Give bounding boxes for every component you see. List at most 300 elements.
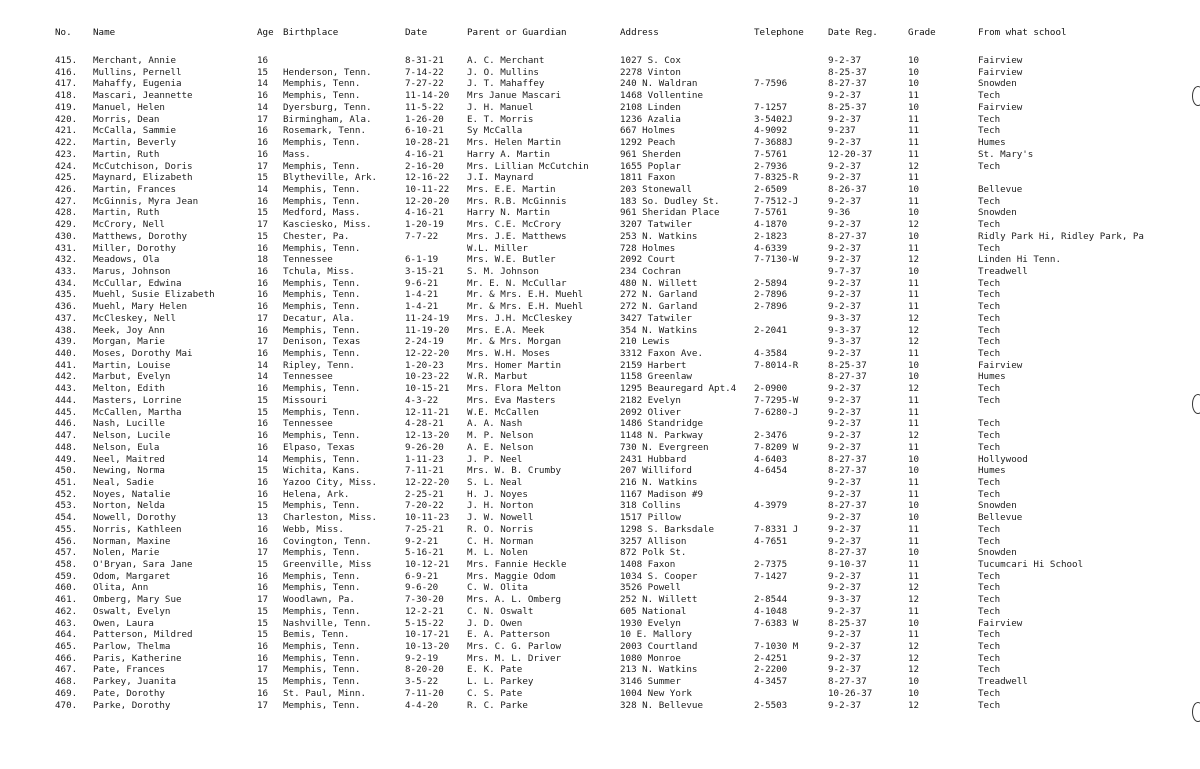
row-number: 457.: [55, 547, 78, 559]
parent-guardian: C. N. Oswalt: [467, 605, 534, 617]
birth-date: 1-4-21: [405, 289, 439, 301]
birth-date: 10-11-23: [405, 512, 450, 524]
telephone: 7-6280-J: [754, 406, 799, 418]
telephone: 7-8209 W: [754, 441, 799, 453]
parent-guardian: M. L. Nolen: [467, 547, 528, 559]
table-row: [0, 90, 1200, 102]
row-number: 420.: [55, 113, 78, 125]
student-name: Mahaffy, Eugenia: [93, 78, 182, 90]
header-age: Age: [257, 27, 274, 38]
age: 17: [257, 547, 269, 559]
age: 16: [257, 418, 269, 430]
date-registered: 9-2-37: [828, 289, 862, 301]
address: 272 N. Garland: [620, 289, 698, 301]
table-row: [0, 500, 1200, 512]
date-registered: 9-2-37: [828, 277, 862, 289]
birthplace: Memphis, Tenn.: [283, 242, 361, 254]
parent-guardian: E. K. Pate: [467, 664, 523, 676]
grade: 10: [908, 676, 920, 688]
address: 213 N. Watkins: [620, 664, 698, 676]
birthplace: Memphis, Tenn.: [283, 500, 361, 512]
birth-date: 12-11-21: [405, 406, 450, 418]
row-number: 451.: [55, 476, 78, 488]
parent-guardian: Mr. & Mrs. Morgan: [467, 336, 562, 348]
row-number: 458.: [55, 559, 78, 570]
grade: 11: [908, 559, 920, 570]
birth-date: 7-20-22: [405, 500, 444, 512]
row-number: 469.: [55, 687, 78, 699]
birth-date: 7-30-20: [405, 594, 444, 606]
student-name: Masters, Lorrine: [93, 394, 182, 406]
parent-guardian: H. J. Noyes: [467, 488, 528, 500]
student-name: Meek, Joy Ann: [93, 324, 165, 336]
grade: 11: [908, 605, 920, 617]
age: 15: [257, 207, 269, 219]
age: 16: [257, 641, 269, 652]
parent-guardian: A. E. Nelson: [467, 441, 534, 453]
parent-guardian: E. A. Patterson: [467, 629, 550, 641]
birthplace: Chester, Pa.: [283, 230, 350, 242]
parent-guardian: J. T. Mahaffey: [467, 78, 545, 90]
address: 2092 Oliver: [620, 406, 681, 418]
birth-date: 6-1-19: [405, 254, 439, 266]
grade: 12: [908, 383, 920, 395]
birth-date: 5-16-21: [405, 547, 444, 559]
birthplace: Memphis, Tenn.: [283, 652, 361, 664]
previous-school: Linden Hi Tenn.: [978, 254, 1061, 266]
birthplace: Webb, Miss.: [283, 523, 344, 535]
student-name: Merchant, Annie: [93, 55, 176, 66]
row-number: 440.: [55, 348, 78, 359]
grade: 10: [908, 183, 920, 195]
address: 605 National: [620, 605, 687, 617]
previous-school: Treadwell: [978, 266, 1028, 277]
table-row: [0, 325, 1200, 337]
row-number: 460.: [55, 582, 78, 594]
student-name: Pate, Frances: [93, 664, 165, 676]
address: 318 Collins: [620, 500, 681, 512]
birth-date: 9-6-20: [405, 582, 439, 594]
row-number: 465.: [55, 641, 78, 652]
telephone: 7-8325-R: [754, 172, 799, 184]
header-date-reg: Date Reg.: [828, 27, 878, 38]
age: 15: [257, 66, 269, 78]
row-number: 449.: [55, 453, 78, 465]
birthplace: Memphis, Tenn.: [283, 277, 361, 289]
birthplace: Dyersburg, Tenn.: [283, 101, 372, 113]
parent-guardian: Harry A. Martin: [467, 148, 550, 160]
birthplace: Memphis, Tenn.: [283, 160, 361, 172]
grade: 12: [908, 160, 920, 172]
birth-date: 12-20-20: [405, 195, 450, 207]
age: 17: [257, 699, 269, 711]
parent-guardian: L. L. Parkey: [467, 676, 534, 688]
telephone: 4-6454: [754, 465, 788, 477]
student-name: Parkey, Juanita: [93, 676, 176, 688]
previous-school: Fairview: [978, 55, 1023, 66]
student-name: Nash, Lucille: [93, 418, 165, 430]
age: 16: [257, 652, 269, 664]
birthplace: Memphis, Tenn.: [283, 605, 361, 617]
previous-school: Tech: [978, 441, 1001, 453]
date-registered: 8-27-37: [828, 453, 867, 465]
telephone: 4-3584: [754, 348, 788, 359]
table-row: [0, 371, 1200, 383]
telephone: 4-3457: [754, 676, 788, 688]
table-row: [0, 207, 1200, 219]
previous-school: Tech: [978, 652, 1001, 664]
age: 17: [257, 219, 269, 231]
previous-school: Tech: [978, 90, 1001, 102]
parent-guardian: Mrs. E.E. Martin: [467, 183, 556, 195]
previous-school: Tech: [978, 476, 1001, 488]
row-number: 464.: [55, 629, 78, 641]
previous-school: Fairview: [978, 359, 1023, 371]
grade: 12: [908, 336, 920, 348]
telephone: 7-7130-W: [754, 254, 799, 266]
date-registered: 9-2-37: [828, 535, 862, 547]
age: 16: [257, 582, 269, 594]
telephone: 2-4251: [754, 652, 788, 664]
birthplace: Tennessee: [283, 254, 333, 266]
table-row: [0, 125, 1200, 137]
telephone: 4-1048: [754, 605, 788, 617]
grade: 11: [908, 476, 920, 488]
previous-school: Fairview: [978, 617, 1023, 629]
parent-guardian: S. M. Johnson: [467, 266, 539, 277]
birthplace: Memphis, Tenn.: [283, 90, 361, 102]
date-registered: 9-3-37: [828, 594, 862, 606]
student-name: Neal, Sadie: [93, 476, 154, 488]
row-number: 435.: [55, 289, 78, 301]
parent-guardian: J. H. Manuel: [467, 101, 534, 113]
address: 3207 Tatwiler: [620, 219, 692, 231]
previous-school: Tucumcari Hi School: [978, 559, 1084, 570]
address: 1004 New York: [620, 687, 692, 699]
birth-date: 7-7-22: [405, 230, 439, 242]
student-name: Parlow, Thelma: [93, 641, 171, 652]
age: 18: [257, 254, 269, 266]
age: 17: [257, 594, 269, 606]
parent-guardian: A. A. Nash: [467, 418, 523, 430]
address: 1468 Vollentine: [620, 90, 703, 102]
address: 961 Sheridan Place: [620, 207, 720, 219]
birthplace: Missouri: [283, 394, 328, 406]
grade: 12: [908, 582, 920, 594]
previous-school: Tech: [978, 242, 1001, 254]
table-row: [0, 536, 1200, 548]
birthplace: Decatur, Ala.: [283, 312, 355, 324]
student-name: Nolen, Marie: [93, 547, 160, 559]
student-name: Marus, Johnson: [93, 266, 171, 277]
grade: 10: [908, 453, 920, 465]
row-number: 430.: [55, 230, 78, 242]
row-number: 425.: [55, 172, 78, 184]
date-registered: 9-2-37: [828, 160, 862, 172]
birthplace: Covington, Tenn.: [283, 535, 372, 547]
table-row: [0, 114, 1200, 126]
row-number: 422.: [55, 137, 78, 148]
previous-school: Tech: [978, 394, 1001, 406]
address: 1027 S. Cox: [620, 55, 681, 66]
date-registered: 9-2-37: [828, 301, 862, 313]
age: 15: [257, 617, 269, 629]
previous-school: Bellevue: [978, 183, 1023, 195]
birthplace: Tchula, Miss.: [283, 266, 355, 277]
age: 16: [257, 277, 269, 289]
grade: 10: [908, 465, 920, 477]
parent-guardian: Mrs. W.E. Butler: [467, 254, 556, 266]
date-registered: 9-36: [828, 207, 851, 219]
date-registered: 9-2-37: [828, 605, 862, 617]
student-name: Muehl, Mary Helen: [93, 301, 188, 313]
student-name: McCleskey, Nell: [93, 312, 176, 324]
row-number: 442.: [55, 371, 78, 383]
telephone: 2-3476: [754, 430, 788, 441]
grade: 10: [908, 55, 920, 66]
telephone: 4-6403: [754, 453, 788, 465]
student-name: Manuel, Helen: [93, 101, 165, 113]
previous-school: Tech: [978, 336, 1001, 348]
birthplace: Henderson, Tenn.: [283, 66, 372, 78]
date-registered: 9-2-37: [828, 195, 862, 207]
row-number: 423.: [55, 148, 78, 160]
table-row: [0, 676, 1200, 688]
table-row: [0, 465, 1200, 477]
address: 252 N. Willett: [620, 594, 698, 606]
age: 15: [257, 394, 269, 406]
address: 872 Polk St.: [620, 547, 687, 559]
birth-date: 6-9-21: [405, 570, 439, 582]
header-grade: Grade: [908, 27, 936, 38]
previous-school: Tech: [978, 430, 1001, 441]
grade: 11: [908, 172, 920, 184]
row-number: 462.: [55, 605, 78, 617]
previous-school: Tech: [978, 523, 1001, 535]
address: 1148 N. Parkway: [620, 430, 703, 441]
grade: 11: [908, 242, 920, 254]
grade: 10: [908, 617, 920, 629]
date-registered: 9-2-37: [828, 664, 862, 676]
parent-guardian: Mrs. Helen Martin: [467, 137, 562, 148]
birth-date: 1-26-20: [405, 113, 444, 125]
row-number: 418.: [55, 90, 78, 102]
table-row: [0, 301, 1200, 313]
grade: 11: [908, 90, 920, 102]
student-name: Nelson, Eula: [93, 441, 160, 453]
table-row: [0, 313, 1200, 325]
address: 234 Cochran: [620, 266, 681, 277]
parent-guardian: Mrs. M. L. Driver: [467, 652, 562, 664]
previous-school: Tech: [978, 570, 1001, 582]
birth-date: 1-20-19: [405, 219, 444, 231]
row-number: 446.: [55, 418, 78, 430]
previous-school: Tech: [978, 125, 1001, 137]
row-number: 454.: [55, 512, 78, 524]
header-no: No.: [55, 27, 72, 38]
birth-date: 6-10-21: [405, 125, 444, 137]
table-row: [0, 664, 1200, 676]
telephone: 7-6383 W: [754, 617, 799, 629]
age: 15: [257, 559, 269, 570]
age: 16: [257, 324, 269, 336]
date-registered: 9-2-37: [828, 570, 862, 582]
student-name: Meadows, Ola: [93, 254, 160, 266]
age: 14: [257, 371, 269, 383]
table-row: [0, 348, 1200, 360]
age: 15: [257, 465, 269, 477]
student-name: Nelson, Lucile: [93, 430, 171, 441]
telephone: 7-1257: [754, 101, 788, 113]
row-number: 456.: [55, 535, 78, 547]
telephone: 2-2041: [754, 324, 788, 336]
age: 14: [257, 183, 269, 195]
row-number: 445.: [55, 406, 78, 418]
grade: 12: [908, 699, 920, 711]
grade: 10: [908, 547, 920, 559]
row-number: 437.: [55, 312, 78, 324]
address: 2092 Court: [620, 254, 676, 266]
date-registered: 9-2-37: [828, 629, 862, 641]
address: 272 N. Garland: [620, 301, 698, 313]
student-name: Newing, Norma: [93, 465, 165, 477]
row-number: 434.: [55, 277, 78, 289]
telephone: 2-6509: [754, 183, 788, 195]
birthplace: Rosemark, Tenn.: [283, 125, 366, 137]
address: 1080 Monroe: [620, 652, 681, 664]
telephone: 4-7651: [754, 535, 788, 547]
parent-guardian: Mrs. Lillian McCutchin: [467, 160, 589, 172]
age: 16: [257, 90, 269, 102]
address: 1167 Madison #9: [620, 488, 703, 500]
student-name: McCutchison, Doris: [93, 160, 193, 172]
date-registered: 8-27-37: [828, 676, 867, 688]
grade: 11: [908, 301, 920, 313]
birthplace: Kasciesko, Miss.: [283, 219, 372, 231]
table-row: [0, 629, 1200, 641]
date-registered: 9-2-37: [828, 488, 862, 500]
previous-school: Tech: [978, 605, 1001, 617]
address: 2278 Vinton: [620, 66, 681, 78]
date-registered: 9-3-37: [828, 324, 862, 336]
date-registered: 9-2-37: [828, 254, 862, 266]
address: 961 Sherden: [620, 148, 681, 160]
previous-school: Tech: [978, 195, 1001, 207]
date-registered: 9-2-37: [828, 394, 862, 406]
header-address: Address: [620, 27, 659, 38]
age: 16: [257, 535, 269, 547]
age: 16: [257, 55, 269, 66]
birthplace: Memphis, Tenn.: [283, 641, 361, 652]
birthplace: Memphis, Tenn.: [283, 301, 361, 313]
date-registered: 9-2-37: [828, 476, 862, 488]
row-number: 455.: [55, 523, 78, 535]
grade: 11: [908, 523, 920, 535]
header-date: Date: [405, 27, 428, 38]
age: 16: [257, 137, 269, 148]
table-row: [0, 477, 1200, 489]
row-number: 463.: [55, 617, 78, 629]
telephone: 7-8331 J: [754, 523, 799, 535]
birthplace: Denison, Texas: [283, 336, 361, 348]
date-registered: 9-2-37: [828, 55, 862, 66]
row-number: 459.: [55, 570, 78, 582]
grade: 11: [908, 289, 920, 301]
row-number: 417.: [55, 78, 78, 90]
previous-school: Bellevue: [978, 512, 1023, 524]
telephone: 4-3979: [754, 500, 788, 512]
date-registered: 9-2-37: [828, 137, 862, 148]
birthplace: Memphis, Tenn.: [283, 453, 361, 465]
age: 14: [257, 359, 269, 371]
parent-guardian: J. D. Owen: [467, 617, 523, 629]
row-number: 431.: [55, 242, 78, 254]
birthplace: Memphis, Tenn.: [283, 383, 361, 395]
student-name: Moses, Dorothy Mai: [93, 348, 193, 359]
student-name: Pate, Dorothy: [93, 687, 165, 699]
previous-school: Snowden: [978, 78, 1017, 90]
previous-school: Tech: [978, 312, 1001, 324]
date-registered: 9-2-37: [828, 418, 862, 430]
address: 1655 Poplar: [620, 160, 681, 172]
table-row: [0, 137, 1200, 149]
birthplace: Memphis, Tenn.: [283, 430, 361, 441]
telephone: 7-8014-R: [754, 359, 799, 371]
parent-guardian: J. O. Mullins: [467, 66, 539, 78]
student-name: Maynard, Elizabeth: [93, 172, 193, 184]
telephone: 2-7896: [754, 301, 788, 313]
birth-date: 11-14-20: [405, 90, 450, 102]
grade: 10: [908, 512, 920, 524]
birth-date: 1-20-23: [405, 359, 444, 371]
previous-school: Hollywood: [978, 453, 1028, 465]
grade: 12: [908, 641, 920, 652]
birth-date: 12-22-20: [405, 348, 450, 359]
table-row: [0, 231, 1200, 243]
table-row: [0, 78, 1200, 90]
address: 203 Stonewall: [620, 183, 692, 195]
previous-school: St. Mary's: [978, 148, 1034, 160]
previous-school: Tech: [978, 277, 1001, 289]
table-row: [0, 149, 1200, 161]
student-name: Mullins, Pernell: [93, 66, 182, 78]
parent-guardian: C. H. Norman: [467, 535, 534, 547]
grade: 10: [908, 266, 920, 277]
previous-school: Tech: [978, 324, 1001, 336]
birthplace: Memphis, Tenn.: [283, 547, 361, 559]
grade: 10: [908, 78, 920, 90]
parent-guardian: Mrs. R.B. McGinnis: [467, 195, 567, 207]
student-name: Parke, Dorothy: [93, 699, 171, 711]
table-row: [0, 512, 1200, 524]
table-row: [0, 55, 1200, 67]
birthplace: Medford, Mass.: [283, 207, 361, 219]
previous-school: Tech: [978, 687, 1001, 699]
address: 2431 Hubbard: [620, 453, 687, 465]
binder-hole-mark: [1192, 86, 1200, 106]
row-number: 433.: [55, 266, 78, 277]
address: 210 Lewis: [620, 336, 670, 348]
previous-school: Tech: [978, 699, 1001, 711]
student-name: Olita, Ann: [93, 582, 149, 594]
age: 16: [257, 687, 269, 699]
table-row: [0, 653, 1200, 665]
table-row: [0, 395, 1200, 407]
parent-guardian: C. S. Pate: [467, 687, 523, 699]
address: 1930 Evelyn: [620, 617, 681, 629]
birthplace: Birmingham, Ala.: [283, 113, 372, 125]
age: 17: [257, 113, 269, 125]
